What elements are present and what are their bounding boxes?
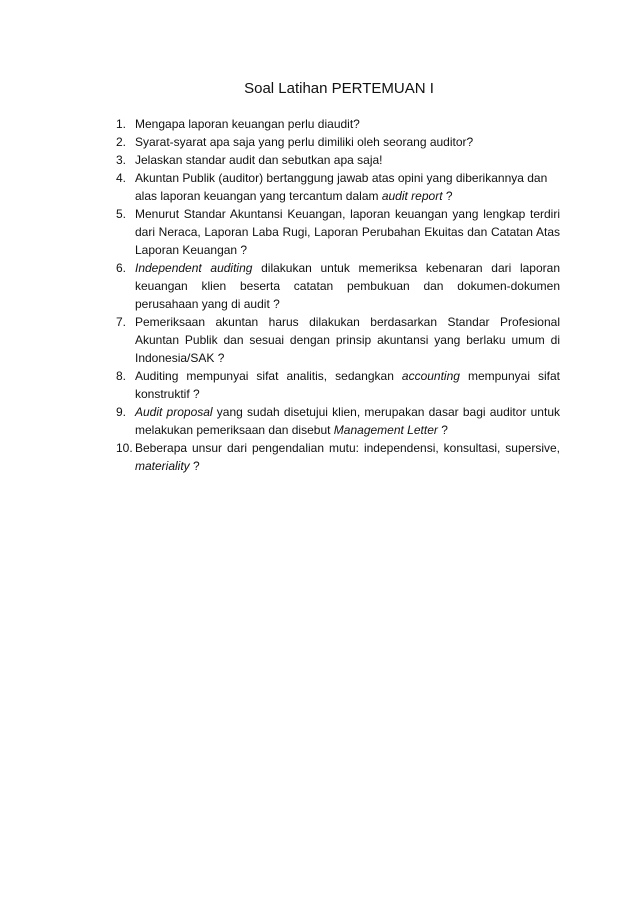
italic-term: Management Letter [333, 423, 438, 437]
question-text [135, 405, 560, 437]
question-text-segment: Akuntan Publik (auditor) bertanggung jawab atas opini yang diberikannya dan alas laporan keuangan yang tercantum dalam [135, 171, 548, 203]
question-item [116, 367, 560, 403]
italic-term: materiality [135, 459, 190, 473]
question-number: 1. [116, 117, 127, 131]
question-text-segment: Auditing mempunyai sifat analitis, sedangkan [135, 369, 402, 383]
question-number: 6. [116, 261, 127, 275]
question-text-segment: Mengapa laporan keuangan perlu diaudit? [135, 117, 360, 131]
italic-term: Independent auditing [135, 261, 253, 275]
question-item [116, 151, 560, 169]
question-text-segment: Menurut Standar Akuntansi Keuangan, laporan keuangan yang lengkap terdiri dari Neraca, Laporan Laba Rugi, Laporan Perubahan Ekuitas dan Catatan Atas Laporan Keuangan ? [135, 207, 560, 257]
question-number: 2. [116, 135, 127, 149]
question-number: 7. [116, 315, 127, 329]
question-text-segment: dilakukan untuk memeriksa kebenaran dari laporan keuangan klien beserta catatan pembukuan dan dokumen-dokumen perusahaan yang di audit ? [135, 261, 560, 311]
question-text-segment: ? [437, 423, 448, 437]
question-item [116, 205, 560, 259]
question-text [135, 207, 560, 257]
question-text-segment: Pemeriksaan akuntan harus dilakukan berdasarkan Standar Profesional Akuntan Publik dan sesuai dengan prinsip akuntansi yang berlaku umum di Indonesia/SAK ? [135, 315, 560, 365]
question-text [135, 441, 560, 473]
question-list [116, 115, 560, 475]
question-text [135, 369, 560, 401]
italic-term: accounting [401, 369, 460, 383]
question-item [116, 313, 560, 367]
question-number: 9. [116, 405, 127, 419]
question-text [135, 315, 560, 365]
question-text-segment: mempunyai sifat konstruktif ? [135, 369, 561, 401]
question-text-segment: ? [189, 459, 200, 473]
italic-term: Audit proposal [135, 405, 213, 419]
question-number: 5. [116, 207, 127, 221]
question-text [135, 171, 547, 203]
question-number: 3. [116, 153, 127, 167]
question-number: 4. [116, 171, 127, 185]
page-title: Soal Latihan PERTEMUAN I [244, 80, 434, 97]
question-text-segment: ? [442, 189, 453, 203]
question-item [116, 115, 560, 133]
question-item [116, 133, 560, 151]
question-text-segment: yang sudah disetujui klien, merupakan dasar bagi auditor untuk melakukan pemeriksaan dan disebut [135, 405, 560, 437]
question-text [135, 261, 560, 311]
italic-term: audit report [381, 189, 443, 203]
question-number: 8. [116, 369, 127, 383]
question-item [116, 259, 560, 313]
question-text-segment: Syarat-syarat apa saja yang perlu dimiliki oleh seorang auditor? [135, 135, 474, 149]
question-number: 10. [116, 441, 133, 455]
question-item [116, 439, 560, 475]
question-text-segment: Beberapa unsur dari pengendalian mutu: independensi, konsultasi, supersive, [135, 441, 560, 455]
question-item [116, 403, 560, 439]
question-text [135, 117, 360, 131]
question-item [116, 169, 560, 205]
question-text-segment: Jelaskan standar audit dan sebutkan apa saja! [135, 153, 383, 167]
question-text [135, 135, 473, 149]
question-text [135, 153, 383, 167]
